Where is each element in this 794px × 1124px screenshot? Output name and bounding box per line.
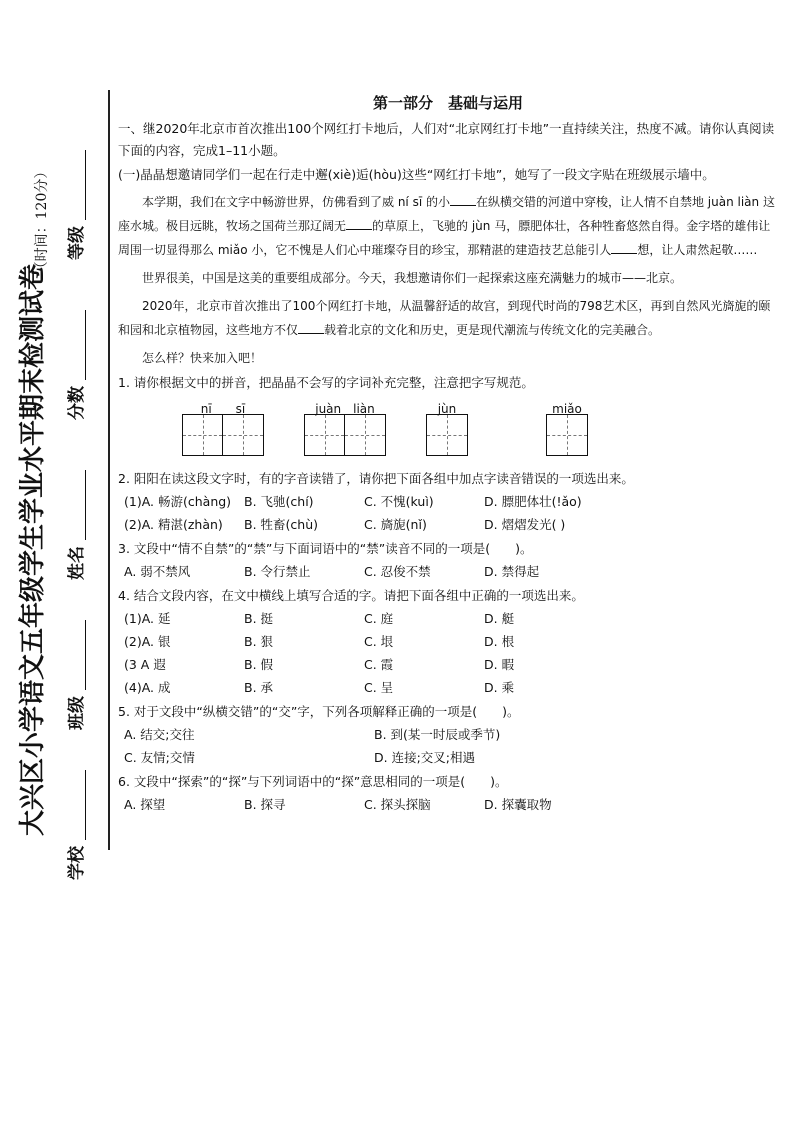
school-line (69, 770, 86, 840)
exam-body (118, 92, 778, 816)
pinyin-label: nī sī (200, 402, 246, 416)
passage-text: 本学期，我们在文字中畅游世界，仿佛看到了威 ní sī 的小 (142, 195, 450, 209)
option[interactable]: B. 飞驰(chí) (244, 494, 314, 509)
question-3-options (124, 560, 778, 583)
grade-label: 等级 (67, 226, 87, 260)
question-5-options (124, 723, 778, 769)
option[interactable]: B. 挺 (244, 611, 274, 626)
option[interactable]: C. 探头探脑 (364, 797, 431, 812)
option[interactable]: A. 弱不禁风 (124, 564, 191, 579)
option[interactable]: D. 熠熠发光( ) (484, 517, 566, 532)
option[interactable]: A. 结交;交往 (124, 727, 195, 742)
passage-text: 在纵横交错的河道中穿梭，让人情不自禁地 juàn liàn 这座水城。极目远眺，牧场之国荷兰那辽阔无 (118, 195, 775, 233)
grid-group-nisi (182, 398, 264, 456)
option[interactable]: C. 庭 (364, 611, 394, 626)
writing-box[interactable] (427, 415, 467, 455)
option[interactable]: C. 霞 (364, 657, 394, 672)
option[interactable]: D. 乘 (484, 680, 515, 695)
student-info-fields (62, 150, 102, 880)
option[interactable]: C. 垠 (364, 634, 394, 649)
name-line (69, 470, 86, 540)
writing-boxes (426, 414, 468, 456)
pinyin-label: miǎo (552, 402, 582, 416)
pinyin-label: jùn (437, 402, 457, 416)
writing-box[interactable] (305, 415, 345, 455)
option[interactable]: B. 假 (244, 657, 274, 672)
option[interactable]: D. 暇 (484, 657, 515, 672)
section-title: 第一部分 基础与运用 (372, 94, 523, 112)
grid-group-juanlian (304, 398, 386, 456)
question-2-options-2 (124, 513, 778, 536)
option[interactable]: A. 探望 (124, 797, 166, 812)
option[interactable]: C. 友情;交情 (124, 750, 195, 765)
option[interactable]: (4)A. 成 (124, 680, 171, 695)
option[interactable]: D. 根 (484, 634, 515, 649)
fill-blank[interactable] (450, 193, 476, 206)
writing-boxes (304, 414, 386, 456)
option[interactable]: D. 膘肥体壮(!ǎo) (484, 494, 582, 509)
binding-divider (108, 90, 110, 850)
option[interactable]: B. 狠 (244, 634, 274, 649)
passage-paragraph-2: 世界很美，中国是这美的重要组成部分。今天，我想邀请你们一起探索这座充满魅力的城市——北京。 (142, 271, 683, 285)
question-4-options-4 (124, 676, 778, 699)
name-label: 姓名 (67, 546, 87, 580)
option[interactable]: (2)A. 精湛(zhàn) (124, 517, 223, 532)
fill-blank[interactable] (298, 321, 324, 334)
passage-text: 2020年，北京市首次推出了100个网红打卡地，从温馨舒适的故宫，到现代时尚的798艺术区，再到自然风光旖旎的颐和园和北京植物园，这些地方不仅 (118, 299, 771, 337)
passage-text: 载着北京的文化和历史，更是现代潮流与传统文化的完美融合。 (324, 323, 661, 337)
option[interactable]: (3 A 遐 (124, 657, 166, 672)
passage-paragraph-1 (118, 190, 778, 262)
writing-box[interactable] (223, 415, 263, 455)
part-intro: 一、继2020年北京市首次推出100个网红打卡地后，人们对“北京网红打卡地”一直持续关注，热度不减。请你认真阅读下面的内容，完成1–11小题。 (118, 121, 775, 158)
passage-text: 的草原上，飞驰的 jùn 马，膘肥体壮，各种牲畜悠然自得。金字塔的雄伟让周围一切显得那么 miǎo 小，它不愧是人们心中璀璨夺目的珍宝，那精湛的建造技艺总能引人 (118, 219, 771, 257)
grid-group-miao (546, 398, 588, 456)
class-line (69, 620, 86, 690)
option[interactable]: C. 不愧(kuì) (364, 494, 434, 509)
option[interactable]: B. 探寻 (244, 797, 286, 812)
option[interactable]: D. 禁得起 (484, 564, 540, 579)
writing-grids (118, 398, 778, 464)
option[interactable]: (1)A. 延 (124, 611, 171, 626)
fill-blank[interactable] (611, 241, 637, 254)
option[interactable]: B. 承 (244, 680, 274, 695)
score-label: 分数 (67, 386, 87, 420)
question-1: 1. 请你根据文中的拼音，把晶晶不会写的字词补充完整，注意把字写规范。 (118, 375, 534, 390)
name-field[interactable] (62, 540, 87, 580)
question-4-options-1 (124, 607, 778, 630)
writing-box[interactable] (183, 415, 223, 455)
grade-line (69, 150, 86, 220)
grid-group-jun (426, 398, 468, 456)
option[interactable]: D. 连接;交叉;相遇 (374, 750, 475, 765)
question-4-options-3 (124, 653, 778, 676)
class-label: 班级 (67, 696, 87, 730)
question-3: 3. 文段中“情不自禁”的“禁”与下面词语中的“禁”读音不同的一项是( )。 (118, 541, 533, 556)
exam-title: 大兴区小学语文五年级学生学业水平期末检测试卷 (18, 264, 48, 837)
option[interactable]: B. 令行禁止 (244, 564, 311, 579)
class-field[interactable] (62, 690, 87, 730)
grade-field[interactable] (62, 220, 87, 260)
option[interactable]: (2)A. 银 (124, 634, 171, 649)
exam-time-vertical (30, 120, 54, 320)
passage-paragraph-4: 怎么样？快来加入吧！ (142, 351, 263, 365)
exam-time: （时间：120分） (34, 164, 50, 276)
writing-box[interactable] (345, 415, 385, 455)
question-4-options-2 (124, 630, 778, 653)
option[interactable]: C. 旖旎(nǐ) (364, 517, 427, 532)
passage-text: 想，让人肃然起敬…… (637, 243, 758, 257)
passage-paragraph-3 (118, 294, 778, 342)
score-line (69, 310, 86, 380)
option[interactable]: C. 呈 (364, 680, 394, 695)
writing-box[interactable] (547, 415, 587, 455)
question-4: 4. 结合文段内容，在文中横线上填写合适的字。请把下面各组中正确的一项选出来。 (118, 588, 584, 603)
school-field[interactable] (62, 840, 87, 880)
school-label: 学校 (67, 846, 87, 880)
question-2-options-1 (124, 490, 778, 513)
question-6: 6. 文段中“探索”的“探”与下列词语中的“探”意思相同的一项是( )。 (118, 774, 508, 789)
option[interactable]: B. 牲畜(chù) (244, 517, 318, 532)
question-5: 5. 对于文段中“纵横交错”的“交”字，下列各项解释正确的一项是( )。 (118, 704, 520, 719)
sub-intro: (一)晶晶想邀请同学们一起在行走中邂(xiè)逅(hòu)这些“网红打卡地”，她写了一段文字贴在班级展示墙中。 (118, 167, 715, 182)
pinyin-label: juàn liàn (315, 402, 375, 416)
option[interactable]: C. 忍俊不禁 (364, 564, 431, 579)
score-field[interactable] (62, 380, 87, 420)
option[interactable]: D. 探囊取物 (484, 797, 552, 812)
question-2: 2. 阳阳在读这段文字时，有的字音读错了，请你把下面各组中加点字读音错误的一项选出来。 (118, 471, 634, 486)
question-6-options (124, 793, 778, 816)
option[interactable]: B. 到(某一时辰或季节) (374, 727, 501, 742)
writing-boxes (182, 414, 264, 456)
fill-blank[interactable] (346, 217, 372, 230)
writing-boxes (546, 414, 588, 456)
option[interactable]: (1)A. 畅游(chàng) (124, 494, 232, 509)
option[interactable]: D. 艇 (484, 611, 515, 626)
